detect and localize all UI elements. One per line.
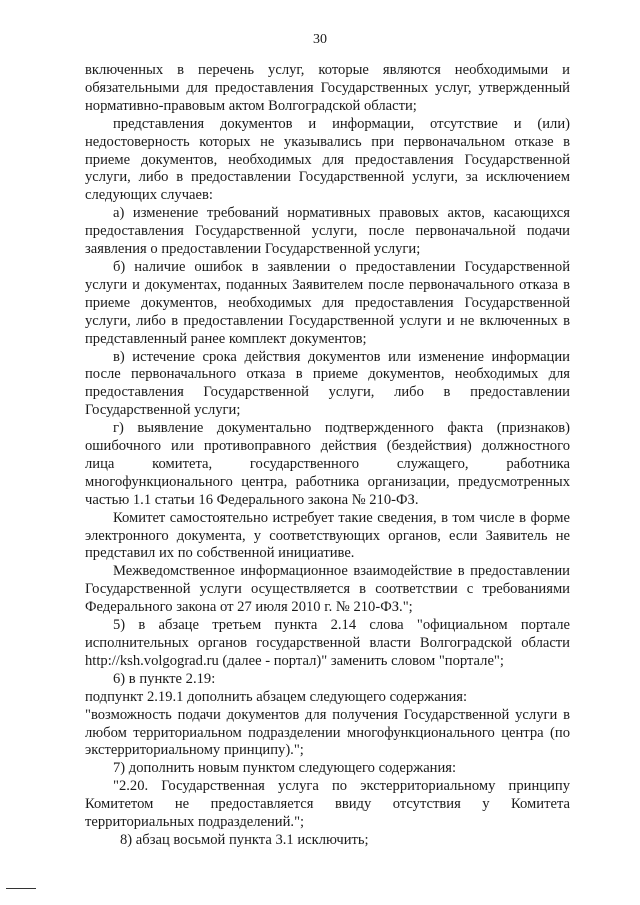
paragraph: г) выявление документально подтвержденного факта (признаков) ошибочного или противоправного действия (бездействия) должностного лица комитета, государственного служащего, работника многофункционального центра, работника организации, предусмотренных частью 1.1 статьи 16 Федерального закона № 210-ФЗ. — [85, 420, 570, 508]
paragraph: подпункт 2.19.1 дополнить абзацем следующего содержания: — [85, 688, 468, 705]
paragraph: представления документов и информации, отсутствие и (или) недостоверность которых не указывались при первоначальном отказе в приеме документов, необходимых для предоставления Государственной услуги, либо в предоставлении Государственной услуги, за исключением следующих случаев: — [85, 115, 570, 204]
paragraph: а) изменение требований нормативных правовых актов, касающихся предоставления Государственной услуги, после первоначальной подачи заявления о предоставлении Государственной услуги; — [85, 205, 570, 258]
paragraph: 5) в абзаце третьем пункта 2.14 слова "официальном портале исполнительных органов государственной власти Волгоградской области http://ksh.volgograd.ru (далее - портал)" заменить словом "портале"; — [85, 617, 570, 669]
paragraph: Межведомственное информационное взаимодействие в предоставлении Государственной услуги осуществляется в соответствии с требованиями Федерального закона от 27 июля 2010 г. № 210-ФЗ."; — [85, 563, 570, 616]
paragraph: 6) в пункте 2.19: — [113, 670, 216, 687]
footer-divider — [6, 888, 36, 889]
paragraph: Комитет самостоятельно истребует такие сведения, в том числе в форме электронного документа, у соответствующих органов, если Заявитель не представил их по собственной инициативе. — [85, 509, 570, 562]
paragraph: "2.20. Государственная услуга по экстерриториальному принципу Комитетом не предоставляется ввиду отсутствия у Комитета территориальных подразделений."; — [85, 778, 570, 831]
page-number: 30 — [313, 32, 327, 47]
document-body — [85, 62, 570, 850]
paragraph: в) истечение срока действия документов или изменение информации после первоначального отказа в приеме документов, необходимых для предоставления Государственной услуги, либо в предоставлении Государственной услуги; — [85, 348, 570, 419]
paragraph: 8) абзац восьмой пункта 3.1 исключить; — [120, 831, 369, 848]
paragraph: 7) дополнить новым пунктом следующего содержания: — [113, 760, 457, 777]
paragraph: включенных в перечень услуг, которые являются необходимыми и обязательными для предоставления Государственных услуг, утвержденный нормативно-правовым актом Волгоградской области; — [85, 62, 570, 114]
paragraph: "возможность подачи документов для получения Государственной услуги в любом территориальном подразделении многофункционального центра (по экстерриториальному принципу)."; — [85, 706, 570, 759]
paragraph: б) наличие ошибок в заявлении о предоставлении Государственной услуги и документах, поданных Заявителем после первоначального отказа в приеме документов, необходимых для предоставления Государственной услуги, либо в предоставлении Государственной услуги и не включенных в представленный ранее комплект документов; — [85, 258, 570, 347]
